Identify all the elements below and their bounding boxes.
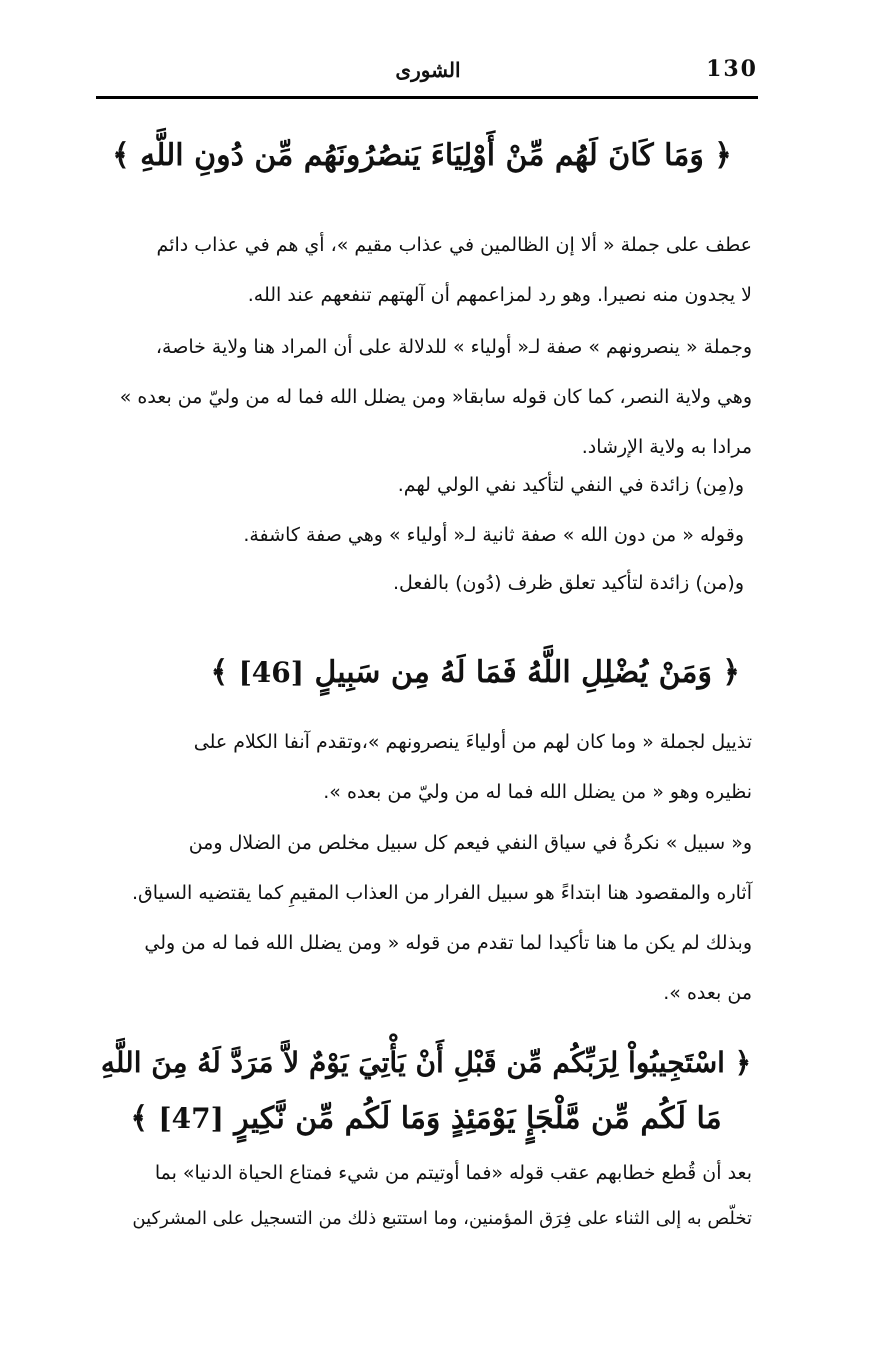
header-rule [96, 96, 758, 99]
paragraph-line: تخلّص به إلى الثناء على فِرَق المؤمنين، وما استتبع ذلك من التسجيل على المشركين [132, 1208, 752, 1229]
paragraph-line: نظيره وهو « من يضلل الله فما له من وليّ من بعده ». [323, 781, 752, 803]
paragraph-line: وبذلك لم يكن ما هنا تأكيدا لما تقدم من قوله « ومن يضلل الله فما له من ولي [144, 932, 752, 954]
paragraph-line: و« سبيل » نكرةُ في سياق النفي فيعم كل سبيل مخلص من الضلال ومن [188, 832, 752, 854]
verse-1-text: ﴿ وَمَا كَانَ لَهُم مِّنْ أَوْلِيَاءَ يَنصُرُونَهُم مِّن دُونِ اللَّهِ ﴾ [112, 138, 732, 173]
paragraph-line: تذييل لجملة « وما كان لهم من أولياءَ ينصرونهم »،وتقدم آنفا الكلام على [193, 731, 752, 753]
quran-verse-47 [100, 1035, 752, 1147]
paragraph-2 [118, 322, 752, 472]
paragraph-line: و(من) زائدة لتأكيد تعلق ظرف (دُون) بالفعل. [393, 572, 744, 594]
paragraph-4 [118, 510, 744, 560]
verse-46-close: ﴾ [210, 655, 229, 690]
paragraph-line: مرادا به ولاية الإرشاد. [581, 436, 752, 458]
paragraph-5 [118, 558, 744, 608]
quran-verse-46 [210, 645, 740, 701]
paragraph-line: وهي ولاية النصر، كما كان قوله سابقا« ومن يضلل الله فما له من وليّ من بعده » [119, 386, 752, 408]
verse-47-close: ﴾ [130, 1101, 148, 1136]
running-title: الشورى [395, 58, 461, 82]
paragraph-7 [118, 818, 752, 1018]
verse-47-line-1: ﴿ اسْتَجِيبُواْ لِرَبِّكُم مِّن قَبْلِ أَنْ يَأْتِيَ يَوْمٌ لاَّ مَرَدَّ لَهُ مِنَ اللَّهِ [100, 1046, 752, 1079]
verse-47-line-2-wrap [100, 1091, 752, 1147]
paragraph-line: وقوله « من دون الله » صفة ثانية لـ« أولياء » وهي صفة كاشفة. [243, 524, 744, 546]
paragraph-line: وجملة « ينصرونهم » صفة لـ« أولياء » للدلالة على أن المراد هنا ولاية خاصة، [155, 336, 752, 358]
quran-verse-1 [80, 128, 764, 184]
page-header [98, 52, 758, 92]
paragraph-line: لا يجدون منه نصيرا. وهو رد لمزاعمهم أن آلهتهم تنفعهم عند الله. [247, 284, 752, 306]
verse-47-number: [47] [158, 1102, 224, 1135]
verse-46-text: ﴿ وَمَنْ يُضْلِلِ اللَّهُ فَمَا لَهُ مِن سَبِيلٍ [314, 655, 740, 690]
paragraph-line: و(مِن) زائدة في النفي لتأكيد نفي الولي لهم. [397, 474, 744, 496]
paragraph-line: آثاره والمقصود هنا ابتداءً هو سبيل الفرار من العذاب المقيمِ كما يقتضيه السياق. [131, 882, 752, 904]
paragraph-line: من بعده ». [663, 982, 752, 1004]
paragraph-8 [118, 1150, 752, 1242]
verse-47-line-2: مَا لَكُم مِّن مَّلْجَإٍ يَوْمَئِذٍ وَمَا لَكُم مِّن نَّكِيرٍ [234, 1101, 722, 1136]
paragraph-6 [118, 717, 752, 817]
paragraph-3 [118, 460, 744, 510]
page-number: 130 [706, 56, 758, 82]
paragraph-line: بعد أن قُطع خطابهم عقب قوله «فما أوتيتم من شيء فمتاع الحياة الدنيا» بما [154, 1162, 752, 1184]
paragraph-1 [118, 220, 752, 320]
paragraph-line: عطف على جملة « ألا إن الظالمين في عذاب مقيم »، أي هم في عذاب دائم [156, 234, 752, 256]
verse-46-number: [46] [238, 656, 305, 689]
